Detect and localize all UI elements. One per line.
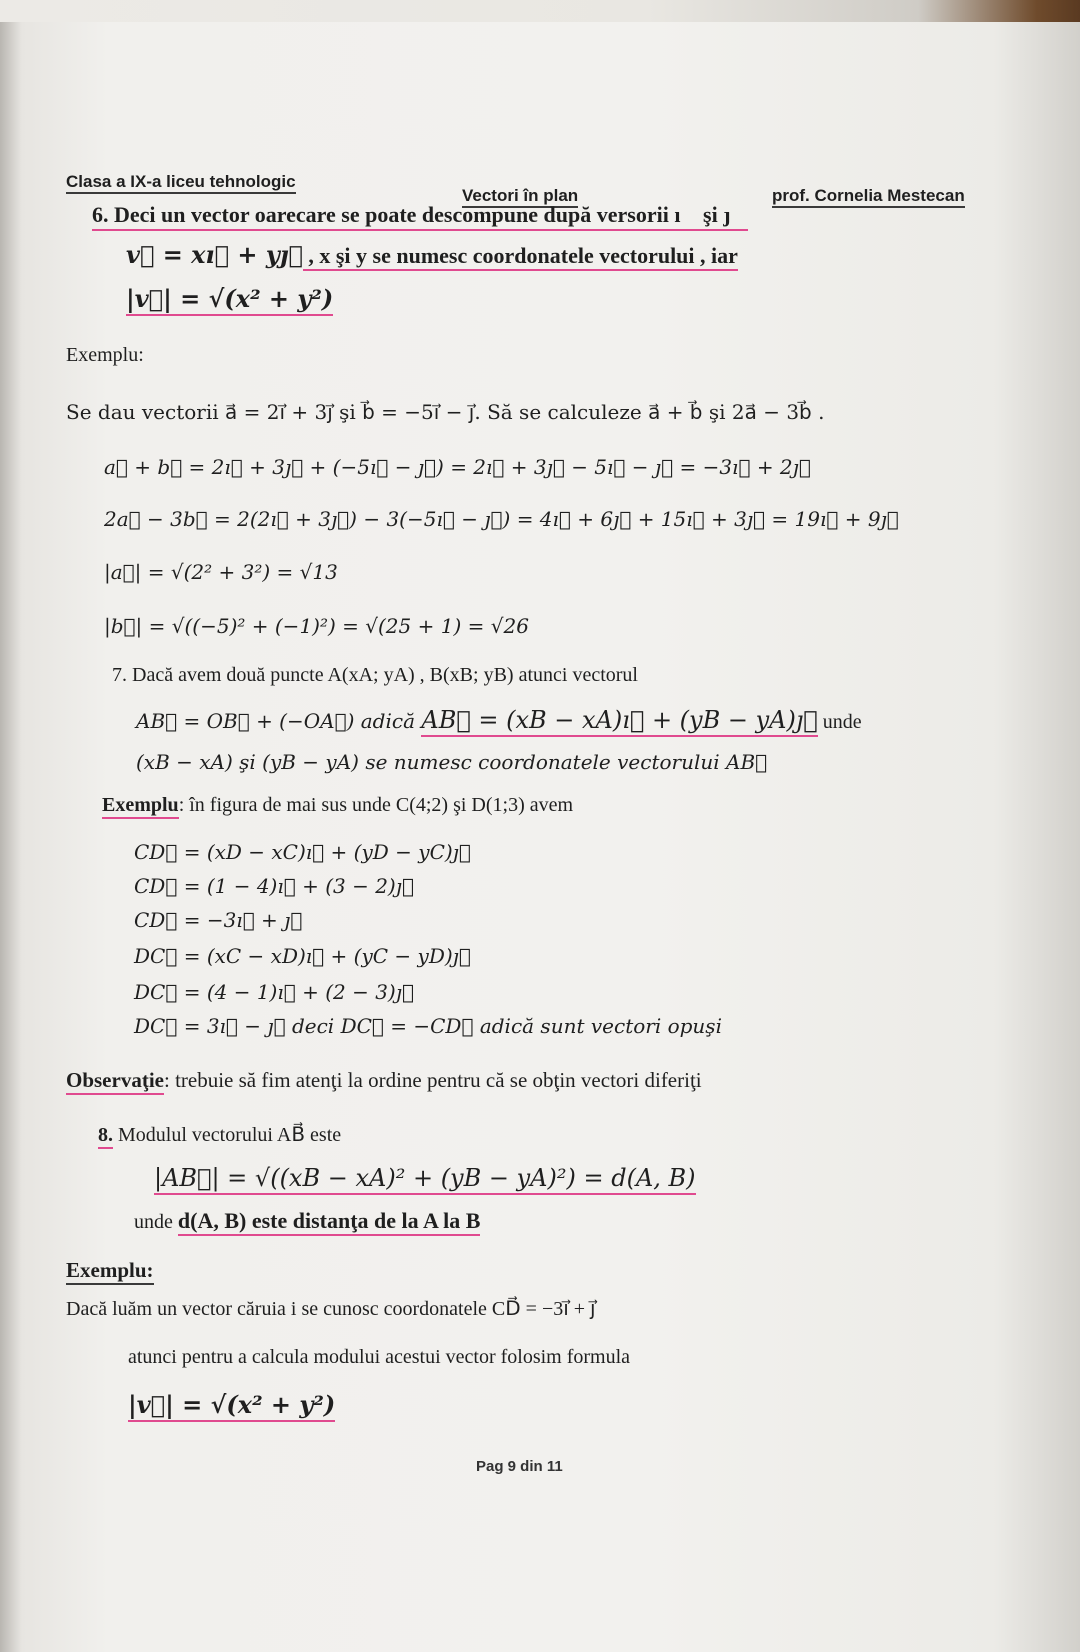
item7-line2 — [136, 706, 862, 734]
example2-eq: CD⃗ = −3ı⃗ + ȷ⃗ — [134, 908, 303, 932]
example2-eq: DC⃗ = (xC − xD)ı⃗ + (yC − yD)ȷ⃗ — [134, 944, 471, 968]
item6-formula-row — [126, 240, 738, 269]
example1-eq2: 2a⃗ − 3b⃗ = 2(2ı⃗ + 3ȷ⃗) − 3(−5ı⃗ − ȷ⃗) = 4ı⃗ + 6ȷ⃗ + 15ı⃗ + 3ȷ⃗ = 19ı⃗ + 9ȷ⃗ — [104, 507, 899, 531]
top-edge-strip — [0, 0, 1080, 22]
header-class: Clasa a IX-a liceu tehnologic — [66, 172, 296, 194]
item8-distance-def: d(A, B) este distanţa de la A la B — [178, 1208, 481, 1236]
item6-line1: 6. Deci un vector oarecare se poate descompune după versorii ı⃗ şi ȷ⃗ — [92, 202, 748, 231]
example1-eq1: a⃗ + b⃗ = 2ı⃗ + 3ȷ⃗ + (−5ı⃗ − ȷ⃗) = 2ı⃗ + 3ȷ⃗ − 5ı⃗ − ȷ⃗ = −3ı⃗ + 2ȷ⃗ — [104, 455, 811, 479]
example3-label: Exemplu: — [66, 1258, 154, 1285]
example1-statement: Se dau vectorii a⃗ = 2ı⃗ + 3ȷ⃗ şi b⃗ = −5ı⃗ − ȷ⃗. Să se calculeze a⃗ + b⃗ şi 2a⃗ − 3b⃗ . — [66, 400, 825, 424]
example1-label: Exemplu: — [66, 344, 144, 366]
example2-eq: CD⃗ = (xD − xC)ı⃗ + (yD − yC)ȷ⃗ — [134, 840, 471, 864]
page-number: Pag 9 din 11 — [476, 1458, 563, 1475]
module-formula: |v⃗| = √(x² + y²) — [126, 284, 333, 316]
example2-eq: DC⃗ = (4 − 1)ı⃗ + (2 − 3)ȷ⃗ — [134, 980, 414, 1004]
example3-formula: |v⃗| = √(x² + y²) — [128, 1390, 335, 1422]
item8-line3-row — [134, 1208, 480, 1234]
item7-unde: unde — [817, 711, 862, 733]
item7-coords-formula: AB⃗ = (xB − xA)ı⃗ + (yB − yA)ȷ⃗ — [421, 706, 817, 737]
vector-formula: v⃗ = xı⃗ + yȷ⃗ — [126, 240, 303, 269]
header-topic: Vectori în plan — [462, 186, 578, 208]
example3-line2: atunci pentru a calcula modului acestui vector folosim formula — [128, 1346, 631, 1368]
item7-line1: 7. Dacă avem două puncte A(xA; yA) , B(xB; yB) atunci vectorul — [112, 664, 638, 686]
observation-text: : trebuie să fim atenţi la ordine pentru că se obţin vectori diferiţi — [163, 1068, 702, 1092]
item8-unde: unde — [134, 1211, 178, 1233]
header-author: prof. Cornelia Mestecan — [772, 186, 965, 208]
example2-text: : în figura de mai sus unde C(4;2) şi D(1;3) avem — [178, 794, 574, 816]
example3-line1: Dacă luăm un vector căruia i se cunosc coordonatele CD⃗ = −3ı⃗ + ȷ⃗ — [66, 1298, 596, 1320]
item8-line1-row — [98, 1122, 341, 1147]
example2-row — [102, 794, 573, 817]
example2-eq: CD⃗ = (1 − 4)ı⃗ + (3 − 2)ȷ⃗ — [134, 874, 414, 898]
item8-line1: Modulul vectorului AB⃗ este — [113, 1124, 342, 1146]
item8-distance-formula: |AB⃗| = √((xB − xA)² + (yB − yA)²) = d(A, B) — [154, 1164, 696, 1195]
item8-number: 8. — [98, 1124, 113, 1149]
example2-label: Exemplu — [102, 794, 179, 819]
item7-vector-sum: AB⃗ = OB⃗ + (−OA⃗) adică — [136, 709, 422, 733]
observation-row — [66, 1068, 702, 1093]
item6-coords-text: , x şi y se numesc coordonatele vectorului , iar — [303, 243, 738, 271]
example1-eq3: |a⃗| = √(2² + 3²) = √13 — [104, 560, 338, 584]
example2-eq: DC⃗ = 3ı⃗ − ȷ⃗ deci DC⃗ = −CD⃗ adică sunt vectori opuşi — [134, 1014, 722, 1038]
example1-eq4: |b⃗| = √((−5)² + (−1)²) = √(25 + 1) = √26 — [104, 614, 529, 638]
observation-label: Observaţie — [66, 1068, 164, 1095]
item7-line3: (xB − xA) şi (yB − yA) se numesc coordonatele vectorului AB⃗ — [136, 750, 768, 774]
